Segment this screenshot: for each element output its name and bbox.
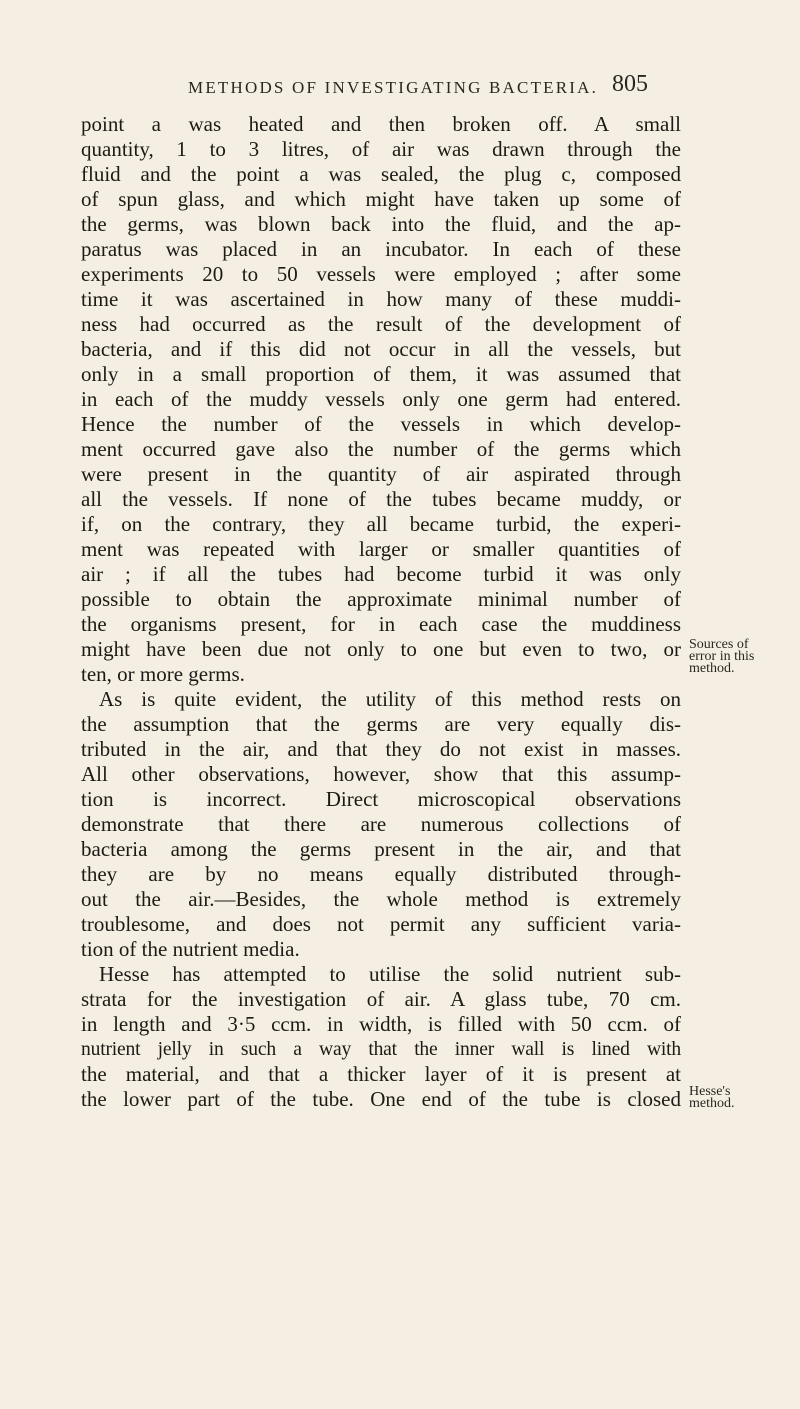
- text-line: paratus was placed in an incubator. In each of these: [81, 237, 681, 261]
- margin-note-line: Hesse's: [689, 1084, 731, 1099]
- margin-note-hesses-method: [689, 1086, 799, 1110]
- text-line: ness had occurred as the result of the development of: [81, 312, 681, 336]
- text-line: strata for the investigation of air. A glass tube, 70 cm.: [81, 987, 681, 1011]
- text-line: tributed in the air, and that they do not exist in masses.: [81, 737, 681, 761]
- text-line: tion of the nutrient media.: [81, 937, 300, 961]
- text-line: were present in the quantity of air aspirated through: [81, 462, 681, 486]
- margin-note-line: method.: [689, 661, 735, 676]
- text-line: possible to obtain the approximate minimal number of: [81, 587, 681, 611]
- page-number: 805: [612, 71, 648, 97]
- text-line: the lower part of the tube. One end of the tube is closed: [81, 1087, 681, 1111]
- text-line: All other observations, however, show that this assump-: [81, 762, 681, 786]
- text-line: all the vessels. If none of the tubes became muddy, or: [81, 487, 681, 511]
- text-line: tion is incorrect. Direct microscopical observations: [81, 787, 681, 811]
- text-line: the organisms present, for in each case the muddiness: [81, 612, 681, 636]
- text-line: in length and 3·5 ccm. in width, is filled with 50 ccm. of: [81, 1012, 681, 1036]
- text-line: time it was ascertained in how many of these muddi-: [81, 287, 681, 311]
- text-line: out the air.—Besides, the whole method is extremely: [81, 887, 681, 911]
- running-head: METHODS OF INVESTIGATING BACTERIA.: [188, 78, 599, 97]
- text-line: Hence the number of the vessels in which develop-: [81, 412, 681, 436]
- margin-note-sources-of-error: [689, 639, 799, 675]
- text-line: the assumption that the germs are very equally dis-: [81, 712, 681, 736]
- text-line: bacteria among the germs present in the air, and that: [81, 837, 681, 861]
- text-line: point a was heated and then broken off. A small: [81, 112, 681, 136]
- text-line: in each of the muddy vessels only one germ had entered.: [81, 387, 681, 411]
- text-line: bacteria, and if this did not occur in all the vessels, but: [81, 337, 681, 361]
- text-line: might have been due not only to one but even to two, or: [81, 637, 681, 661]
- text-line: if, on the contrary, they all became turbid, the experi-: [81, 512, 681, 536]
- text-line: the material, and that a thicker layer of it is present at: [81, 1062, 681, 1086]
- text-line: As is quite evident, the utility of this method rests on: [99, 687, 681, 711]
- text-line: Hesse has attempted to utilise the solid nutrient sub-: [99, 962, 681, 986]
- text-line: the germs, was blown back into the fluid, and the ap-: [81, 212, 681, 236]
- text-line: of spun glass, and which might have taken up some of: [81, 187, 681, 211]
- margin-note-line: Sources of: [689, 637, 749, 652]
- margin-note-line: error in this: [689, 649, 755, 664]
- text-line: nutrient jelly in such a way that the inner wall is lined with: [81, 1039, 681, 1060]
- text-line: only in a small proportion of them, it was assumed that: [81, 362, 681, 386]
- text-line: they are by no means equally distributed through-: [81, 862, 681, 886]
- text-line: demonstrate that there are numerous collections of: [81, 812, 681, 836]
- text-line: ten, or more germs.: [81, 662, 245, 686]
- text-line: troublesome, and does not permit any sufficient varia-: [81, 912, 681, 936]
- body-text: [81, 112, 681, 1112]
- text-line: ment occurred gave also the number of the germs which: [81, 437, 681, 461]
- text-line: quantity, 1 to 3 litres, of air was drawn through the: [81, 137, 681, 161]
- text-line: air ; if all the tubes had become turbid it was only: [81, 562, 681, 586]
- text-line: ment was repeated with larger or smaller quantities of: [81, 537, 681, 561]
- margin-note-line: method.: [689, 1096, 735, 1111]
- text-line: fluid and the point a was sealed, the plug c, composed: [81, 162, 681, 186]
- text-line: experiments 20 to 50 vessels were employed ; after some: [81, 262, 681, 286]
